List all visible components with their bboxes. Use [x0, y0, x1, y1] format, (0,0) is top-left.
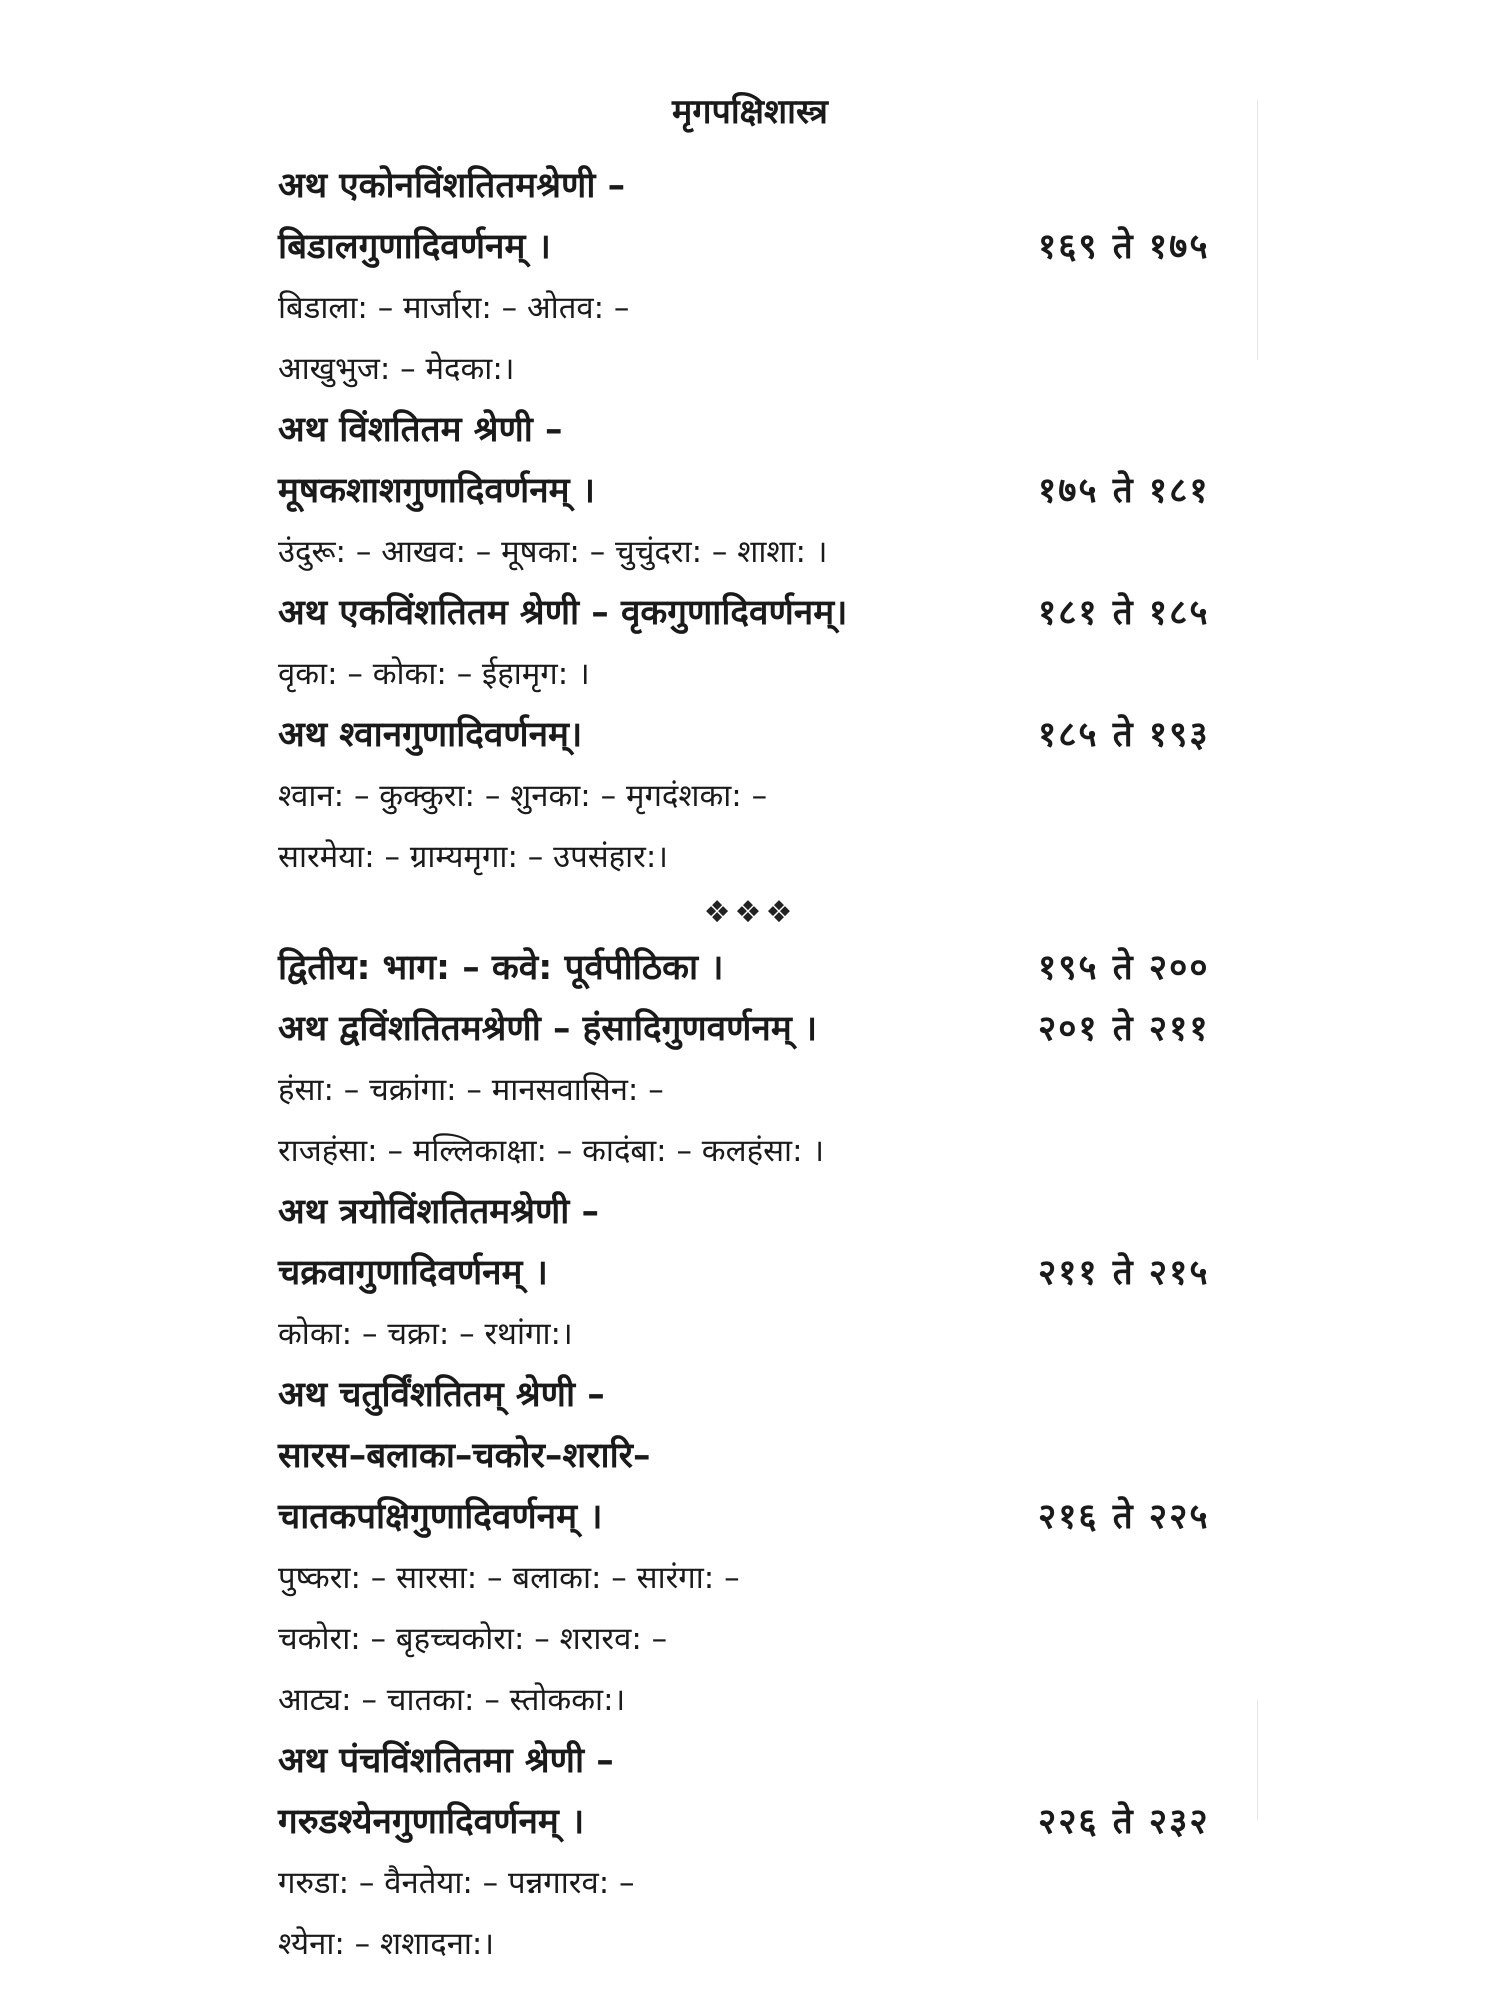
toc-page-range: १६९ ते १७५: [1038, 227, 1210, 267]
toc-heading-text: अथ पंचविंशतितमा श्रेणी –: [278, 1741, 614, 1781]
toc-heading-line: [278, 938, 1278, 999]
toc-heading-text: अथ द्वविंशतितमश्रेणी – हंसादिगुणवर्णनम् ।: [278, 1009, 818, 1049]
toc-subentry-text: चकोरा: – बृहच्चकोरा: – शरारव: –: [278, 1621, 668, 1657]
toc-subentry-line: [278, 339, 1278, 400]
toc-subentry-line: [278, 1060, 1278, 1121]
toc-heading-text: अथ एकविंशतितम श्रेणी – वृकगुणादिवर्णनम्।: [278, 593, 848, 633]
toc-page-range: २०१ ते २११: [1038, 1009, 1210, 1049]
toc-subentry-line: [278, 1121, 1278, 1182]
toc-heading-line: [278, 400, 1278, 461]
toc-heading-text: मूषकशाशगुणादिवर्णनम् ।: [278, 471, 596, 511]
toc-heading-line: [278, 1487, 1278, 1548]
toc-subentry-line: [278, 644, 1278, 705]
toc-heading-text: चातकपक्षिगुणादिवर्णनम् ।: [278, 1497, 603, 1537]
toc-heading-text: चक्रवागुणादिवर्णनम् ।: [278, 1253, 548, 1293]
toc-subentry-line: [278, 278, 1278, 339]
toc-page-range: २२६ ते २३२: [1038, 1802, 1210, 1842]
page-edge-shadow: [1257, 1700, 1258, 1820]
toc-subentry-text: पुष्करा: – सारसा: – बलाका: – सारंगा: –: [278, 1560, 740, 1596]
toc-heading-line: [278, 705, 1278, 766]
toc-heading-line: [278, 461, 1278, 522]
toc-heading-line: [278, 1731, 1278, 1792]
toc-subentry-text: श्वान: – कुक्कुरा: – शुनका: – मृगदंशका: –: [278, 778, 768, 814]
toc-subentry-line: [278, 1548, 1278, 1609]
toc-subentry-line: [278, 827, 1278, 888]
toc-page-range: १८५ ते १९३: [1038, 715, 1210, 755]
toc-heading-text: द्वितीय: भाग: – कवे: पूर्वपीठिका ।: [278, 948, 724, 988]
toc-heading-line: [278, 1792, 1278, 1853]
toc-heading-text: अथ त्रयोविंशतितमश्रेणी –: [278, 1192, 600, 1232]
toc-heading-line: [278, 217, 1278, 278]
toc-heading-text: बिडालगुणादिवर्णनम् ।: [278, 227, 551, 267]
toc-heading-line: [278, 1243, 1278, 1304]
toc-heading-line: [278, 999, 1278, 1060]
toc-heading-line: [278, 1426, 1278, 1487]
toc-heading-text: सारस–बलाका–चकोर–शरारि–: [278, 1436, 651, 1476]
toc-subentry-line: [278, 1304, 1278, 1365]
toc-subentry-text: सारमेया: – ग्राम्यमृगा: – उपसंहार:।: [278, 839, 669, 875]
page-edge-shadow: [1257, 100, 1258, 360]
toc-page-range: २१६ ते २२५: [1038, 1497, 1210, 1537]
page-title: मृगपक्षिशास्त्र: [672, 92, 828, 132]
toc-subentry-line: [278, 1609, 1278, 1670]
toc-heading-line: [278, 583, 1278, 644]
toc-subentry-text: कोका: – चक्रा: – रथांगा:।: [278, 1316, 573, 1352]
toc-subentry-text: बिडाला: – मार्जारा: – ओतव: –: [278, 290, 630, 326]
toc-subentry-text: श्येना: – शशादना:।: [278, 1926, 495, 1962]
toc-page-range: १९५ ते २००: [1038, 948, 1210, 988]
toc-page-range: १७५ ते १८१: [1038, 471, 1210, 511]
toc-subentry-line: [278, 1670, 1278, 1731]
toc-subentry-text: गरुडा: – वैनतेया: – पन्नगारव: –: [278, 1865, 635, 1901]
table-of-contents: [278, 156, 1278, 1975]
toc-heading-text: गरुडश्येनगुणादिवर्णनम् ।: [278, 1802, 585, 1842]
toc-subentry-text: आखुभुज: – मेदका:।: [278, 351, 515, 387]
toc-page-range: २११ ते २१५: [1038, 1253, 1210, 1293]
toc-subentry-text: उंदुरू: – आखव: – मूषका: – चुचुंदरा: – शाशा: ।: [278, 534, 828, 570]
toc-heading-line: [278, 1182, 1278, 1243]
toc-subentry-text: वृका: – कोका: – ईहामृग: ।: [278, 656, 590, 692]
toc-subentry-text: आट्य: – चातका: – स्तोकका:।: [278, 1682, 626, 1718]
toc-subentry-text: हंसा: – चक्रांगा: – मानसवासिन: –: [278, 1072, 664, 1108]
toc-subentry-line: [278, 522, 1278, 583]
toc-heading-text: अथ विंशतितम श्रेणी –: [278, 410, 563, 450]
toc-heading-line: [278, 1365, 1278, 1426]
toc-heading-text: अथ श्वानगुणादिवर्णनम्।: [278, 715, 583, 755]
toc-heading-line: [278, 156, 1278, 217]
toc-subentry-line: [278, 766, 1278, 827]
toc-subentry-line: [278, 1853, 1278, 1914]
toc-page-range: १८१ ते १८५: [1038, 593, 1210, 633]
toc-heading-text: अथ चतुर्विंशतितम् श्रेणी –: [278, 1375, 605, 1415]
toc-subentry-line: [278, 1914, 1278, 1975]
section-ornament: ❖❖❖: [703, 895, 797, 930]
toc-heading-text: अथ एकोनविंशतितमश्रेणी –: [278, 166, 626, 206]
toc-subentry-text: राजहंसा: – मल्लिकाक्षा: – कादंबा: – कलहंसा: ।: [278, 1133, 825, 1169]
